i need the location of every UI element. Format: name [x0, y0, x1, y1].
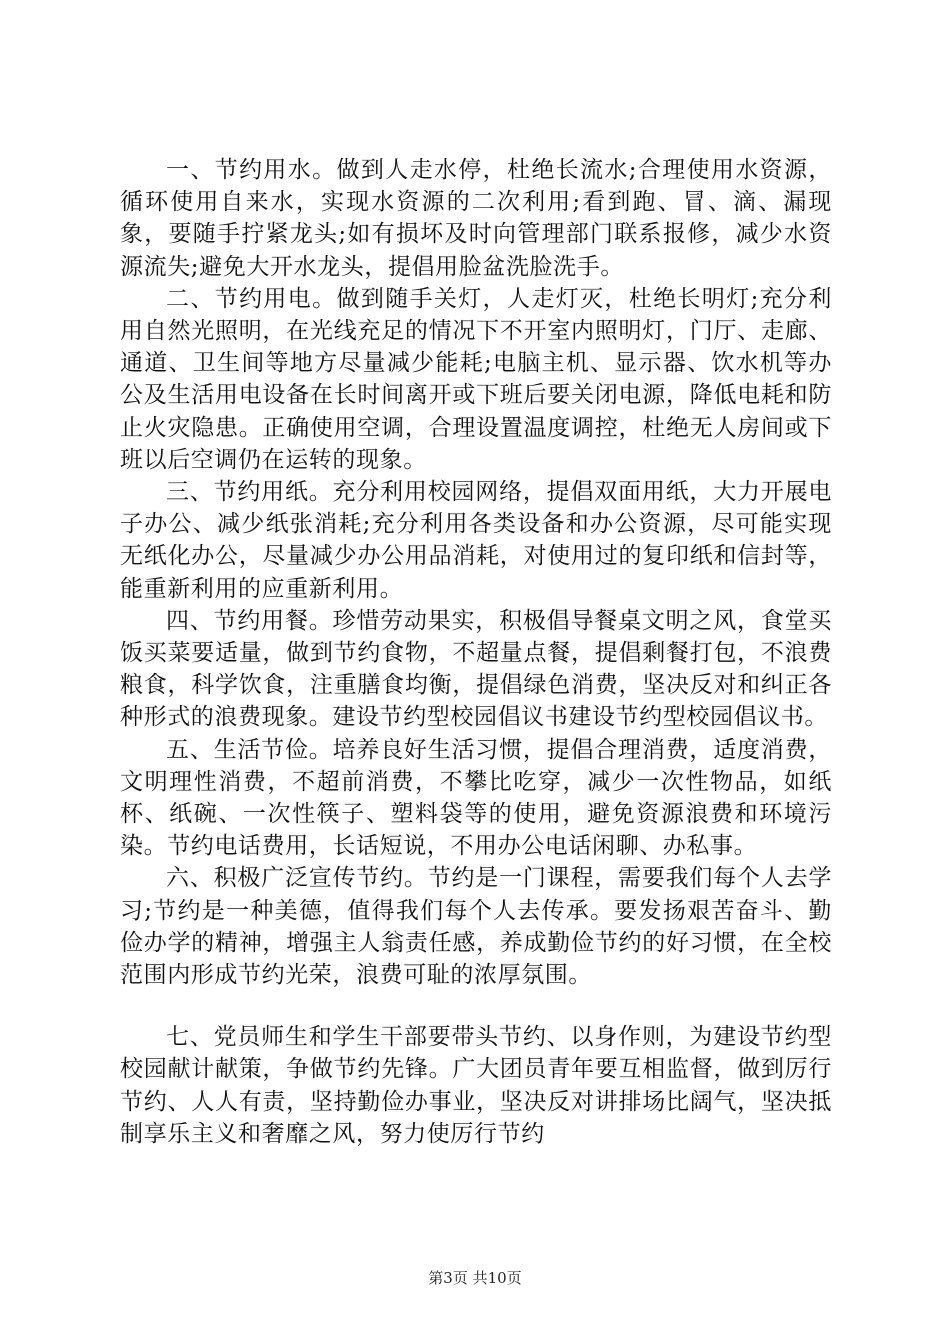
- document-body: [120, 154, 832, 1150]
- paragraph-meals: 四、节约用餐。珍惜劳动果实，积极倡导餐桌文明之风，食堂买饭买菜要适量，做到节约食物，不超量点餐，提倡剩餐打包，不浪费粮食，科学饮食，注重膳食均衡，提倡绿色消费，坚决反对和纠正各种形式的浪费现象。建设节约型校园倡议书建设节约型校园倡议书。: [120, 607, 832, 731]
- page-number: 第3页 共10页: [428, 1269, 522, 1287]
- paragraph-publicity: 六、积极广泛宣传节约。节约是一门课程，需要我们每个人去学习;节约是一种美德，值得我们每个人去传承。要发扬艰苦奋斗、勤俭办学的精神，增强主人翁责任感，养成勤俭节约的好习惯，在全校范围内形成节约光荣，浪费可耻的浓厚氛围。: [120, 865, 832, 989]
- paragraph-paper: 三、节约用纸。充分利用校园网络，提倡双面用纸，大力开展电子办公、减少纸张消耗;充分利用各类设备和办公资源，尽可能实现无纸化办公，尽量减少办公用品消耗，对使用过的复印纸和信封等，能重新利用的应重新利用。: [120, 479, 832, 602]
- paragraph-electricity: 二、节约用电。做到随手关灯，人走灯灭，杜绝长明灯;充分利用自然光照明，在光线充足的情况下不开室内照明灯，门厅、走廊、通道、卫生间等地方尽量减少能耗;电脑主机、显示器、饮水机等办公及生活用电设备在长时间离开或下班后要关闭电源，降低电耗和防止火灾隐患。正确使用空调，合理设置温度调控，杜绝无人房间或下班以后空调仍在运转的现象。: [120, 285, 832, 473]
- paragraph-water: 一、节约用水。做到人走水停，杜绝长流水;合理使用水资源，循环使用自来水，实现水资源的二次利用;看到跑、冒、滴、漏现象，要随手拧紧龙头;如有损坏及时向管理部门联系报修，减少水资源流失;避免大开水龙头，提倡用脸盆洗脸洗手。: [120, 157, 832, 280]
- paragraph-frugal-living: 五、生活节俭。培养良好生活习惯，提倡合理消费，适度消费，文明理性消费，不超前消费，不攀比吃穿，减少一次性物品，如纸杯、纸碗、一次性筷子、塑料袋等的使用，避免资源浪费和环境污染。节约电话费用，长话短说，不用办公电话闲聊、办私事。: [120, 736, 832, 860]
- page-footer: [0, 1268, 950, 1288]
- paragraph-party-members: 七、党员师生和学生干部要带头节约、以身作则，为建设节约型校园献计献策，争做节约先锋。广大团员青年要互相监督，做到厉行节约、人人有责，坚持勤俭办事业，坚决反对讲排场比阔气，坚决抵制享乐主义和奢靡之风，努力使厉行节约: [120, 1024, 832, 1147]
